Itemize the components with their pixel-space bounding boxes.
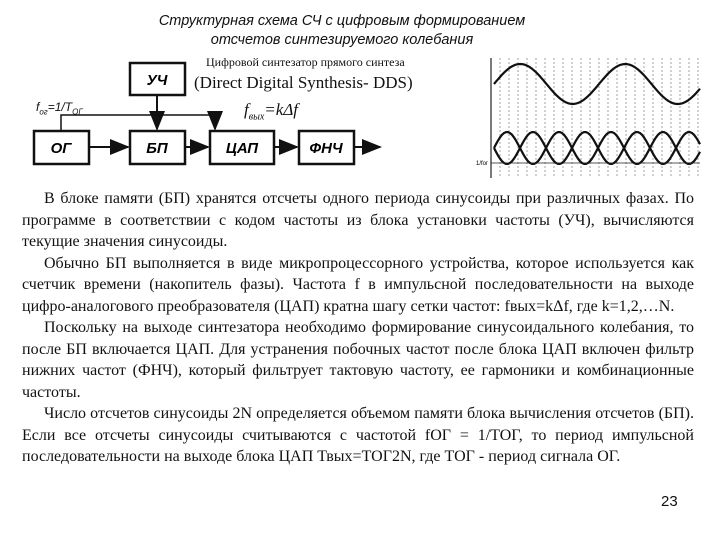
block-fnch-label: ФНЧ <box>309 140 343 157</box>
paragraph-1: В блоке памяти (БП) хранятся отсчеты одного периода синусоиды при различных фазах. По программе в соответствии с кодом частоты из блока установки частоты (УЧ), вычисляются текущие значения синусоиды. <box>22 190 694 250</box>
paragraph-4: Число отсчетов синусоиды 2N определяется объемом памяти блока вычисления отсчетов (БП). Если все отсчеты синусоиды считываются с частотой fОГ = 1/ТОГ, то период импульсной последовательности на выходе блока ЦАП Твых=ТОГ2N, где ТОГ - период сигнала ОГ. <box>22 405 694 465</box>
page-number: 23 <box>661 493 678 510</box>
paragraph-3: Поскольку на выходе синтезатора необходимо формирование синусоидального колебания, то после БП включается ЦАП. Для устранения побочных частот после блока ЦАП включен фильтр нижних частот (ФНЧ), который фильтрует тактовую частоту, ее гармоники и комбинационные частоты. <box>22 319 694 401</box>
waveform-plot <box>476 58 700 178</box>
subtitle-english: (Direct Digital Synthesis- DDS) <box>194 73 413 92</box>
body-text <box>22 188 694 468</box>
slide-title-line1: Структурная схема СЧ с цифровым формированием <box>158 13 526 29</box>
block-diagram <box>0 0 720 200</box>
block-bp-label: БП <box>146 140 168 157</box>
slide-title-line2: отсчетов синтезируемого колебания <box>210 32 474 48</box>
paragraph-2: Обычно БП выполняется в виде микропроцессорного устройства, которое используется как счетчик времени (накопитель фазы). Частота f в импульсной последовательности на выходе цифро-аналогового преобразователя (ЦАП) кратна шагу сетки частот: fвых=kΔf, где k=1,2,…N. <box>22 254 694 315</box>
block-og-label: ОГ <box>50 140 72 157</box>
output-frequency-label: $f_{вых}=k\Delta f$ <box>244 100 299 123</box>
waveform-axis-label: 1/fог <box>476 161 489 167</box>
block-cap-label: ЦАП <box>225 140 259 157</box>
subtitle-russian: Цифровой синтезатор прямого синтеза <box>206 55 405 69</box>
block-uch-label: УЧ <box>146 72 168 89</box>
reference-frequency-label: $f_{ог}=1/T_{ОГ}$ <box>36 100 83 117</box>
